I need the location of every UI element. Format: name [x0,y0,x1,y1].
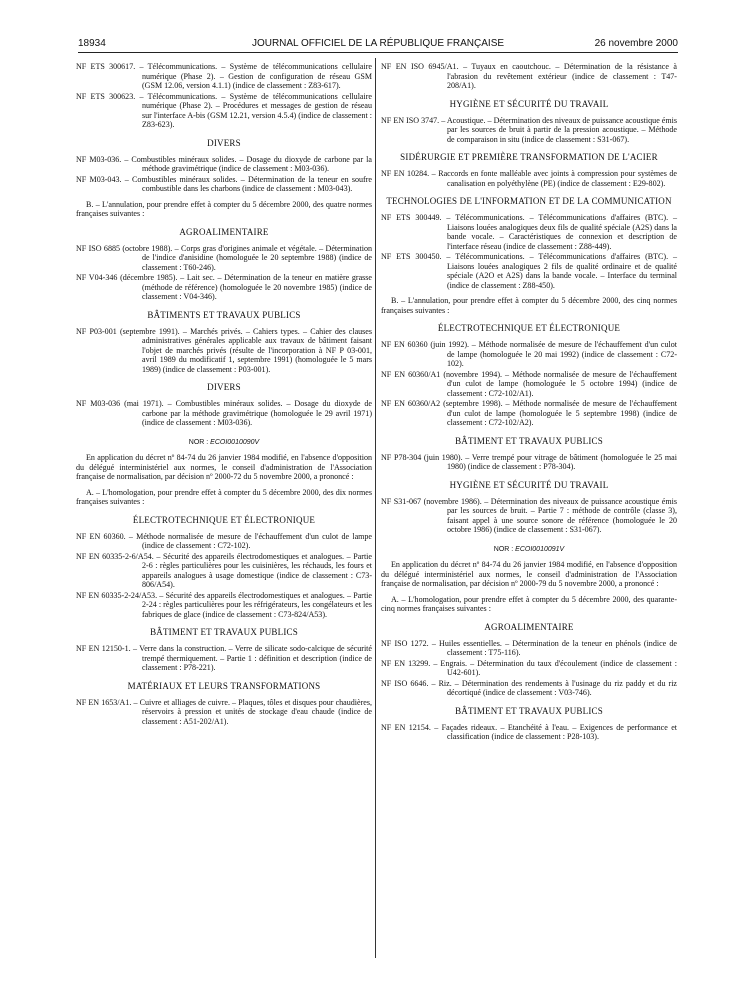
standard-entry: NF V04-346 (décembre 1985). – Lait sec. – Détermination de la teneur en matière grasse (méthode de référence) (homologuée le 20 novembre 1985) (indice de classement : V04-346). [76,273,372,301]
section-heading: BÂTIMENT ET TRAVAUX PUBLICS [455,705,603,716]
paragraph: En application du décret nº 84-74 du 26 janvier 1984 modifié, en l'absence d'opposition du délégué interministériel aux normes, le conseil d'administration de l'Association française de normalisation, par décision nº 2000-72 du 5 novembre 2000, a prononcé : [76,453,372,481]
page-header [78,38,678,53]
publication-date: 26 novembre 2000 [594,38,678,49]
section-heading: TECHNOLOGIES DE L'INFORMATION ET DE LA COMMUNICATION [386,196,672,206]
nor-label: NOR : [493,545,516,553]
section-heading: MATÉRIAUX ET LEURS TRANSFORMATIONS [127,680,321,691]
section-heading: HYGIÈNE ET SÉCURITÉ DU TRAVAIL [449,98,609,109]
standard-entry: NF EN 10284. – Raccords en fonte malléable avec joints à compression pour systèmes de canalisation en polyéthylène (PE) (indice de classement : E29-802). [381,169,677,188]
paragraph: B. – L'annulation, pour prendre effet à compter du 5 décembre 2000, des quatre normes françaises suivantes : [76,199,372,218]
paragraph: B. – L'annulation, pour prendre effet à compter du 5 décembre 2000, des cinq normes françaises suivantes : [381,296,677,315]
section-heading: HYGIÈNE ET SÉCURITÉ DU TRAVAIL [449,479,609,490]
standard-entry: NF M03-036. – Combustibles minéraux solides. – Dosage du dioxyde de carbone par la méthode gravimétrique (indice de classement : M03-036). [76,154,372,173]
standard-entry: NF EN 13299. – Engrais. – Détermination du taux d'écoulement (indice de classement : U42-601). [381,658,677,677]
standard-entry: NF EN 60360. – Méthode normalisée de mesure de l'échauffement d'un culot de lampe (indice de classement : C72-102). [76,531,372,550]
standard-entry: NF P03-001 (septembre 1991). – Marchés privés. – Cahiers types. – Cahier des clauses administratives générales applicable aux travaux de bâtiment faisant l'objet de marchés privés (résulte de l'incorporation à NF P 03-001, avril 1989 du modificatif 1, septembre 1991) (homologuée le 5 mars 1989) (indice de classement : P03-001). [76,326,372,374]
standard-entry: NF ETS 300449. – Télécommunications. – Télécommunications d'affaires (BTC). – Liaisons louées analogiques deux fils de qualité spéciale (A2S) dans la bande vocale. – Caractéristiques de connexion et description de l'interface réseau (indice de classement : Z88-449). [381,213,677,251]
standard-entry: NF EN 60360 (juin 1992). – Méthode normalisée de mesure de l'échauffement d'un culot de lampe (homologuée le 20 mai 1992) (indice de classement : C72-102). [381,340,677,368]
standard-entry: NF EN 12154. – Façades rideaux. – Etanchéité à l'eau. – Exigences de performance et classification (indice de classement : P28-103). [381,722,677,741]
paragraph: A. – L'homologation, pour prendre effet à compter du 5 décembre 2000, des dix normes françaises suivantes : [76,487,372,506]
standard-entry: NF EN 60335-2-24/A53. – Sécurité des appareils électrodomestiques et analogues. – Partie 2-24 : règles particulières pour les réfrigérateurs, les congélateurs et les fabriques de glace (indice de classement : C73-824/A53). [76,590,372,619]
page-number: 18934 [78,38,106,49]
section-heading: ÉLECTROTECHNIQUE ET ÉLECTRONIQUE [437,323,621,333]
standard-entry: NF M03-036 (mai 1971). – Combustibles minéraux solides. – Dosage du dioxyde de carbone par la méthode gravimétrique (homologuée le 29 avril 1971) (indice de classement : M03-036). [76,399,372,427]
journal-title: JOURNAL OFFICIEL DE LA RÉPUBLIQUE FRANÇAISE [251,38,505,49]
standard-entry: NF P78-304 (juin 1980). – Verre trempé pour vitrage de bâtiment (homologuée le 25 mai 1980) (indice de classement : P78-304). [381,452,677,471]
standard-entry: NF EN ISO 6945/A1. – Tuyaux en caoutchouc. – Détermination de la résistance à l'abrasion du revêtement extérieur (indice de classement : T47-208/A1). [381,62,677,90]
section-heading: DIVERS [207,382,241,392]
nor-reference [76,438,372,448]
standard-entry: NF M03-043. – Combustibles minéraux solides. – Détermination de la teneur en soufre combustible dans les charbons (indice de classement : M03-043). [76,174,372,193]
section-heading: BÂTIMENT ET TRAVAUX PUBLICS [150,627,298,637]
section-heading: BÂTIMENTS ET TRAVAUX PUBLICS [147,309,301,320]
nor-code: ECOI0010091V [515,545,565,553]
standard-entry: NF EN 60360/A1 (novembre 1994). – Méthode normalisée de mesure de l'échauffement d'un culot de lampe (homologuée le 5 octobre 1994) (indice de classement : C72-102/A1). [381,369,677,398]
section-heading: AGROALIMENTAIRE [179,226,269,237]
standard-entry: NF ETS 300623. – Télécommunications. – Système de télécommunications cellulaire numérique (Phase 2). – Procédures et messages de gestion de réseau sur l'interface A-bis (GSM 12.21, version 4.5.4) (indice de classement : Z83-623). [76,91,372,129]
paragraph: A. – L'homologation, pour prendre effet à compter du 5 décembre 2000, des quarante-cinq normes françaises suivantes : [381,594,677,613]
standard-entry: NF ISO 6885 (octobre 1988). – Corps gras d'origines animale et végétale. – Détermination de l'indice d'anisidine (homologuée le 20 septembre 1988) (indice de classement : T60-246). [76,243,372,272]
standard-entry: NF EN 1653/A1. – Cuivre et alliages de cuivre. – Plaques, tôles et disques pour chaudières, réservoirs à pression et unités de stockage d'eau chaude (indice de classement : A51-202/A1). [76,697,372,726]
section-heading: AGROALIMENTAIRE [484,621,574,632]
column-divider [375,58,376,958]
standard-entry: NF EN ISO 3747. – Acoustique. – Détermination des niveaux de puissance acoustique émis par les sources de bruit à partir de la pression acoustique. – Méthode de comparaison in situ (indice de classement : S31-067). [381,115,677,144]
standard-entry: NF ISO 1272. – Huiles essentielles. – Détermination de la teneur en phénols (indice de classement : T75-116). [381,638,677,657]
section-heading: BÂTIMENT ET TRAVAUX PUBLICS [455,435,603,446]
section-heading: ÉLECTROTECHNIQUE ET ÉLECTRONIQUE [132,514,316,525]
nor-reference [381,545,677,555]
standard-entry: NF EN 12150-1. – Verre dans la construction. – Verre de silicate sodo-calcique de sécurité trempé thermiquement. – Partie 1 : définition et description (indice de classement : P78-221). [76,644,372,672]
nor-label: NOR : [188,438,211,446]
standard-entry: NF EN 60335-2-6/A54. – Sécurité des appareils électrodomestiques et analogues. – Partie 2-6 : règles particulières pour les cuisinières, les réchauds, les fours et appareils analogues à usage domestique (indice de classement : C73-806/A54). [76,551,372,589]
left-column [76,62,372,727]
standard-entry: NF ETS 300450. – Télécommunications. – Télécommunications d'affaires (BTC). – Liaisons louées analogiques 2 fils de qualité ordinaire et de qualité spéciale (A2O et A2S) dans la bande vocale. – Interface du terminal (indice de classement : Z88-450). [381,252,677,290]
right-column [381,62,677,743]
standard-entry: NF ISO 6646. – Riz. – Détermination des rendements à l'usinage du riz paddy et du riz décortiqué (indice de classement : V03-746). [381,678,677,697]
standard-entry: NF S31-067 (novembre 1986). – Détermination des niveaux de puissance acoustique émis par les sources de bruit. – Partie 7 : méthode de contrôle (classe 3), faisant appel à une source sonore de référence (homologuée le 20 octobre 1986) (indice de classement : S31-067). [381,496,677,534]
paragraph: En application du décret nº 84-74 du 26 janvier 1984 modifié, en l'absence d'opposition du délégué interministériel aux normes, le conseil d'administration de l'Association française de normalisation, par décision nº 2000-79 du 5 novembre 2000, a prononcé : [381,560,677,588]
section-heading: DIVERS [207,137,241,148]
standard-entry: NF EN 60360/A2 (septembre 1998). – Méthode normalisée de mesure de l'échauffement d'un culot de lampe (homologuée le 5 septembre 1998) (indice de classement : C72-102/A2). [381,399,677,427]
nor-code: ECOI0010090V [210,438,260,446]
section-heading: SIDÉRURGIE ET PREMIÈRE TRANSFORMATION DE L'ACIER [400,152,658,162]
standard-entry: NF ETS 300617. – Télécommunications. – Système de télécommunications cellulaire numérique (Phase 2). – Gestion de configuration de réseau GSM (GSM 12.06, version 4.1.1) (indice de classement : Z83-617). [76,62,372,90]
